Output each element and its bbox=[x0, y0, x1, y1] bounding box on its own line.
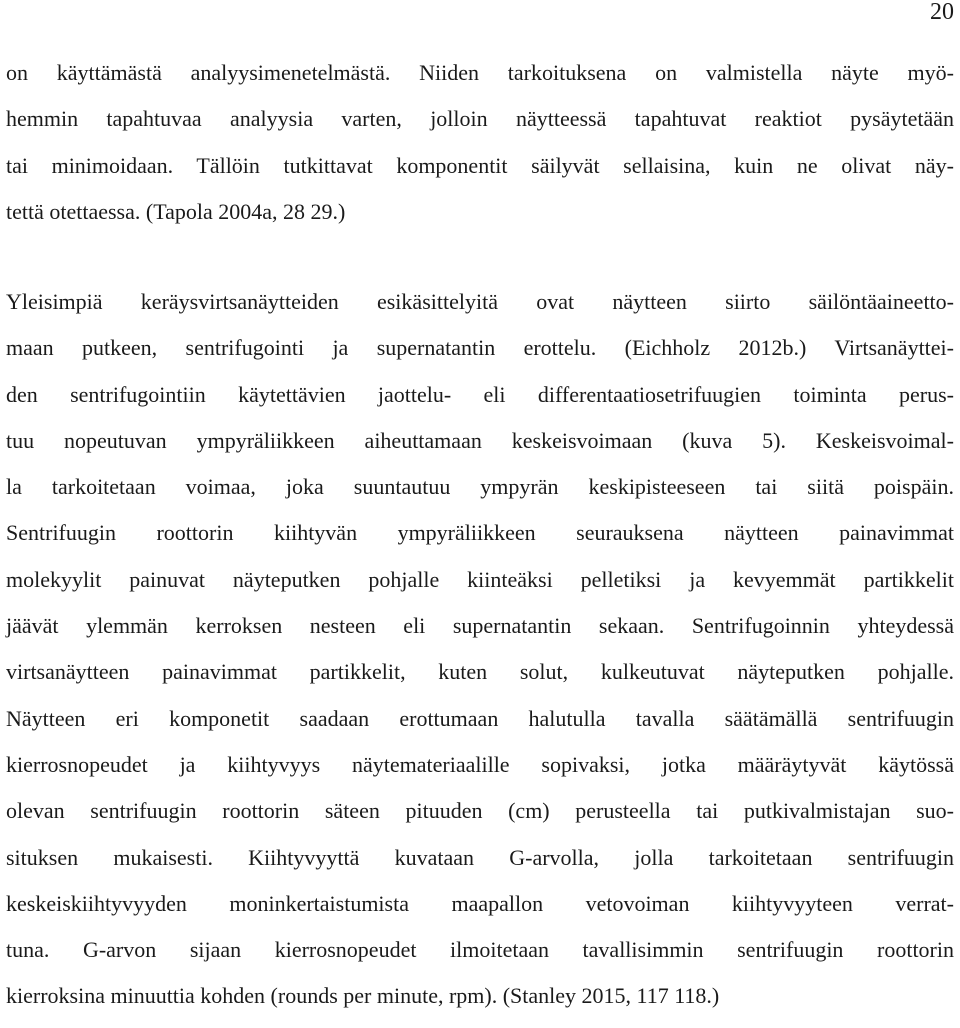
text-line: jäävät ylemmän kerroksen nesteen eli supernatantin sekaan. Sentrifugoinnin yhteydessä bbox=[6, 613, 954, 639]
text-line: den sentrifugointiin käytettävien jaottelu- eli differentaatiosetrifuugien toiminta perus- bbox=[6, 381, 954, 407]
text-line: on käyttämästä analyysimenetelmästä. Niiden tarkoituksena on valmistella näyte myö- bbox=[6, 60, 954, 85]
paragraph-2 bbox=[6, 287, 954, 1028]
text-line: hemmin tapahtuvaa analyysia varten, jolloin näytteessä tapahtuvat reaktiot pysäytetään bbox=[6, 106, 954, 132]
text-line: tuna. G-arvon sijaan kierrosnopeudet ilmoitetaan tavallisimmin sentrifuugin roottorin bbox=[6, 937, 954, 963]
text-line: virtsanäytteen painavimmat partikkelit, kuten solut, kulkeutuvat näyteputken pohjalle. bbox=[6, 659, 954, 685]
text-line: kierroksina minuuttia kohden (rounds per minute, rpm). (Stanley 2015, 117 118.) bbox=[6, 983, 720, 1009]
text-line: tai minimoidaan. Tällöin tutkittavat komponentit säilyvät sellaisina, kuin ne olivat näy- bbox=[6, 152, 954, 178]
text-line: la tarkoitetaan voimaa, joka suuntautuu ympyrän keskipisteeseen tai siitä poispäin. bbox=[6, 474, 954, 500]
text-line: tettä otettaessa. (Tapola 2004a, 28 29.) bbox=[6, 198, 346, 224]
text-line: situksen mukaisesti. Kiihtyvyyttä kuvataan G-arvolla, jolla tarkoitetaan sentrifuugin bbox=[6, 844, 954, 870]
page-number: 20 bbox=[930, 0, 954, 25]
text-line: kierrosnopeudet ja kiihtyvyys näytemateriaalille sopivaksi, jotka määräytyvät käytössä bbox=[6, 751, 954, 777]
text-line: maan putkeen, sentrifugointi ja supernatantin erottelu. (Eichholz 2012b.) Virtsanäyttei- bbox=[6, 335, 954, 361]
text-line: olevan sentrifuugin roottorin säteen pituuden (cm) perusteella tai putkivalmistajan suo- bbox=[6, 798, 954, 824]
text-line: keskeiskiihtyvyyden moninkertaistumista maapallon vetovoiman kiihtyvyyteen verrat- bbox=[6, 890, 954, 916]
text-line: Näytteen eri komponetit saadaan erottumaan halutulla tavalla säätämällä sentrifuugin bbox=[6, 705, 954, 731]
paragraph-1 bbox=[6, 58, 954, 243]
text-line: molekyylit painuvat näyteputken pohjalle kiinteäksi pelletiksi ja kevyemmät partikkelit bbox=[6, 566, 954, 592]
text-line: Yleisimpiä keräysvirtsanäytteiden esikäsittelyitä ovat näytteen siirto säilöntäaineetto- bbox=[6, 289, 954, 314]
text-line: tuu nopeutuvan ympyräliikkeen aiheuttamaan keskeisvoimaan (kuva 5). Keskeisvoimal- bbox=[6, 427, 954, 453]
text-line: Sentrifuugin roottorin kiihtyvän ympyräliikkeen seurauksena näytteen painavimmat bbox=[6, 520, 954, 546]
